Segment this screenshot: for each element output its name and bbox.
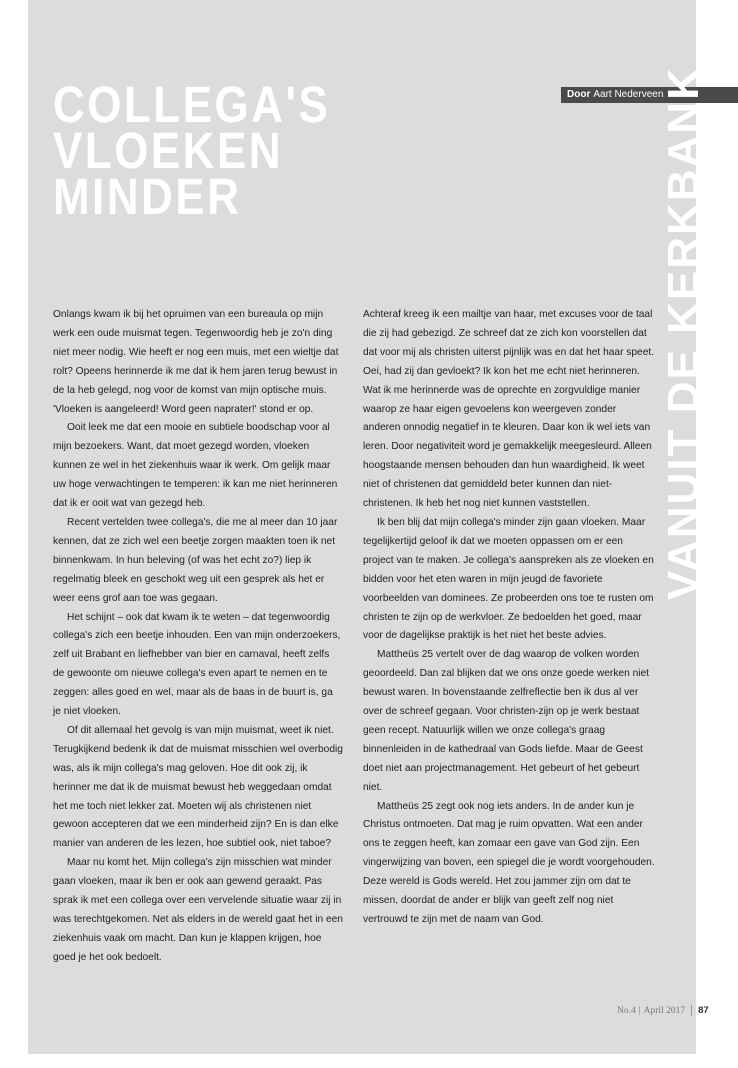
paragraph: Onlangs kwam ik bij het opruimen van een bureaula op mijn werk een oude muismat tegen. Tegenwoordig heb je zo'n ding niet meer nodig. Wie heeft er nog een muis, met een wieltje dat rolt? Opeens herinnerde ik me dat ik hem jaren terug bewust in de la heb gelegd, nog voor de komst van mijn optische muis. 'Vloeken is aangeleerd! Word geen naprater!' stond er op. bbox=[53, 309, 339, 415]
left-column bbox=[53, 306, 343, 968]
right-column bbox=[363, 306, 655, 930]
article-headline bbox=[53, 76, 331, 225]
headline-line: VLOEKEN bbox=[53, 122, 284, 179]
page-footer bbox=[617, 1005, 709, 1016]
footer-separator: | bbox=[638, 1006, 641, 1016]
page-number: 87 bbox=[691, 1005, 709, 1016]
headline-line: COLLEGA'S bbox=[53, 76, 331, 133]
paragraph: Mattheüs 25 zegt ook nog iets anders. In de ander kun je Christus ontmoeten. Dat mag je ruim opvatten. Wat een ander ons te zeggen heeft, kan zomaar een gave van God zijn. Een vingerwijzing van boven, een spiegel die je wordt voorgehouden. Deze wereld is Gods wereld. Het zou jammer zijn om dat te missen, doordat de ander er blijk van geeft zelf nog niet vertrouwd te zijn met de naam van God. bbox=[363, 800, 655, 925]
paragraph: Het schijnt – ook dat kwam ik te weten – dat tegenwoordig collega's zich een beetje inhouden. Een van mijn onderzoekers, zelf uit Brabant en liefhebber van bier en carnaval, heeft zelfs de gewoonte om nieuwe collega's even apart te nemen en te zeggen: alles goed en wel, maar als de baas in de buurt is, ga je niet vloeken. bbox=[53, 611, 341, 718]
byline-author: Aart Nederveen bbox=[593, 89, 664, 100]
paragraph: Of dit allemaal het gevolg is van mijn muismat, weet ik niet. Terugkijkend bedenk ik dat de muismat misschien wel overbodig was, als ik mijn collega's mag geloven. Hoe dit ook zij, ik herinner me dat ik de muismat bewust heb weggedaan omdat het me toch niet lekker zat. Moeten wij als christenen niet gewoon accepteren dat we een minderheid zijn? En is dan elke manier van anderen de les lezen, hoe subtiel ook, niet taboe? bbox=[53, 724, 343, 850]
paragraph: Ooit leek me dat een mooie en subtiele boodschap voor al mijn bezoekers. Want, dat moet gezegd worden, vloeken kunnen ze wel in het ziekenhuis waar ik werk. Om gelijk maar uw hoge verwachtingen te temperen: ik kan me niet herinneren dat ik er ooit wat van gezegd heb. bbox=[53, 422, 338, 510]
paragraph: Ik ben blij dat mijn collega's minder zijn gaan vloeken. Maar tegelijkertijd geloof ik dat we moeten oppassen om er een project van te maken. Je collega's aanspreken als ze vloeken en bidden voor het eten waren in mijn jeugd de favoriete voorbeelden van dominees. Ze probeerden ons toe te rusten om christen te zijn op de werkvloer. Ze bedoelden het goed, maar voor de dagelijkse praktijk is het niet het beste advies. bbox=[363, 516, 654, 642]
paragraph: Achteraf kreeg ik een mailtje van haar, met excuses voor de taal die zij had gebezigd. Ze schreef dat ze zich kon voorstellen dat dat voor mij als christen uiterst pijnlijk was en dat het haar speet. Oei, had zij dan gevloekt? Ik kon het me echt niet herinneren. Wat ik me herinnerde was de oprechte en zorgvuldige manier waarop ze haar eigen gevoelens kon weergeven zonder anderen onnodig negatief in te kleuren. Daar kon ik wel iets van leren. Door negativiteit word je gemakkelijk meegesleurd. Alleen hoogstaande mensen behouden dan hun waardigheid. Ik weet niet of christenen dat gemiddeld beter kunnen dan niet-christenen. Ik heb het nog niet kunnen vaststellen. bbox=[363, 309, 655, 510]
issue-number: No.4 bbox=[617, 1006, 636, 1016]
issue-date: April 2017 bbox=[643, 1006, 686, 1016]
section-title-vertical: VANUIT DE KERKBANK bbox=[659, 66, 708, 600]
headline-line: MINDER bbox=[53, 168, 242, 225]
byline-prefix: Door bbox=[567, 89, 591, 100]
paragraph: Recent vertelden twee collega's, die me al meer dan 10 jaar kennen, dat ze zich wel een beetje zorgen maakten toen ik net binnenkwam. In hun beleving (of was het echt zo?) liep ik regelmatig bleek en geschokt weg uit een gesprek als het er weer eens grof aan toe was gegaan. bbox=[53, 516, 338, 604]
paragraph: Mattheüs 25 vertelt over de dag waarop de volken worden geoordeeld. Dan zal blijken dat we ons onze goede werken niet bewust waren. In bovenstaande zelfreflectie ben ik dus al ver over de schreef gegaan. Voor christen-zijn op je werk bestaat geen recept. Natuurlijk willen we onze collega's graag binnenleiden in de kathedraal van Gods liefde. Maar de Geest doet niet aan projectmanagement. Het gebeurt of het gebeurt niet. bbox=[363, 649, 650, 793]
paragraph: Maar nu komt het. Mijn collega's zijn misschien wat minder gaan vloeken, maar ik ben er ook aan gewend geraakt. Pas sprak ik met een collega over een vervelende situatie waar zij in was terechtgekomen. Net als elders in de wereld gaat het in een ziekenhuis vaak om macht. Dan kun je klappen krijgen, hoe goed je het ook bedoelt. bbox=[53, 857, 343, 963]
byline bbox=[561, 87, 738, 103]
